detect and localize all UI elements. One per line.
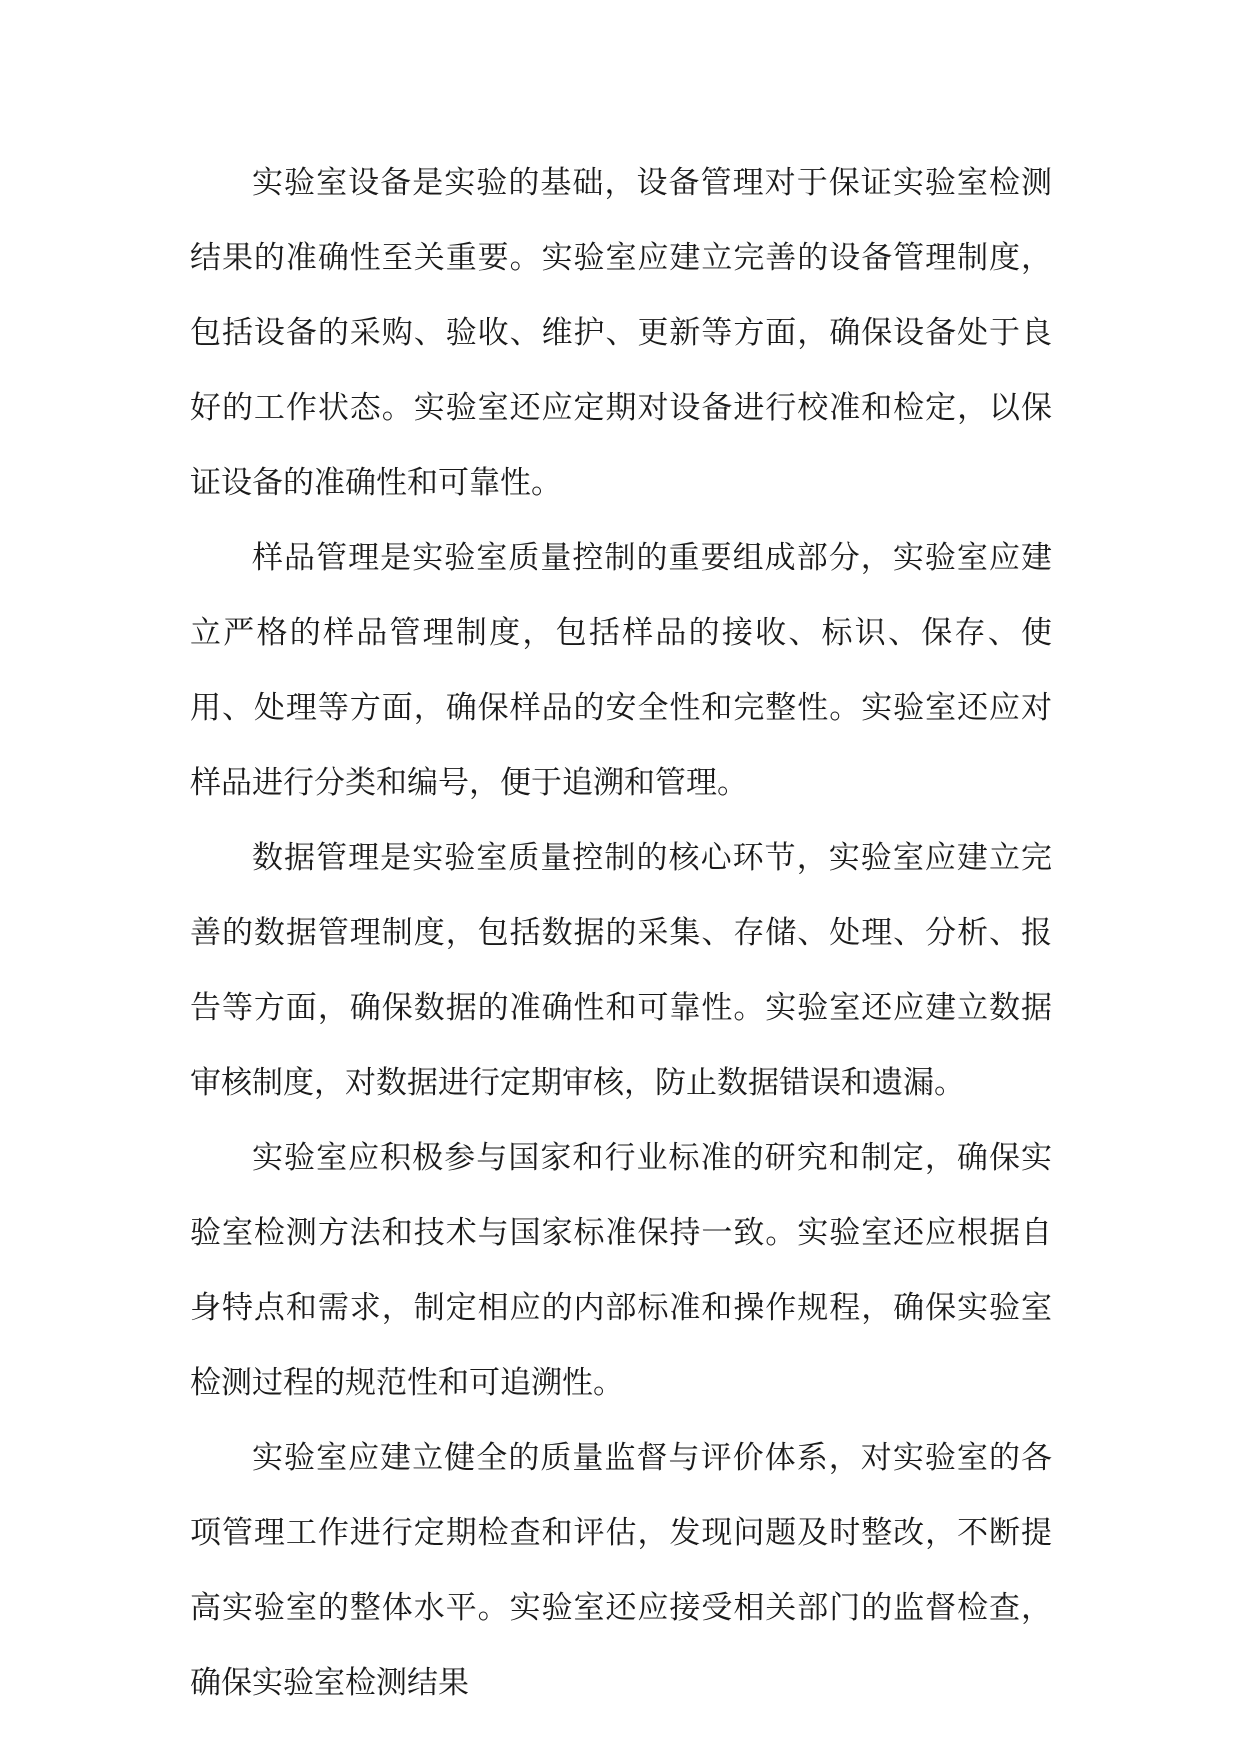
document-body [190,146,1052,1721]
paragraph-standards: 实验室应积极参与国家和行业标准的研究和制定，确保实验室检测方法和技术与国家标准保持一致。实验室还应根据自身特点和需求，制定相应的内部标准和操作规程，确保实验室检测过程的规范性和可追溯性。 [190,1140,1052,1401]
paragraph-equipment-management: 实验室设备是实验的基础，设备管理对于保证实验室检测结果的准确性至关重要。实验室应建立完善的设备管理制度，包括设备的采购、验收、维护、更新等方面，确保设备处于良好的工作状态。实验室还应定期对设备进行校准和检定，以保证设备的准确性和可靠性。 [190,165,1052,501]
paragraph-sample-management: 样品管理是实验室质量控制的重要组成部分，实验室应建立严格的样品管理制度，包括样品的接收、标识、保存、使用、处理等方面，确保样品的安全性和完整性。实验室还应对样品进行分类和编号，便于追溯和管理。 [190,540,1052,801]
paragraph-quality-supervision: 实验室应建立健全的质量监督与评价体系，对实验室的各项管理工作进行定期检查和评估，发现问题及时整改，不断提高实验室的整体水平。实验室还应接受相关部门的监督检查，确保实验室检测结果 [190,1440,1052,1701]
paragraph-data-management: 数据管理是实验室质量控制的核心环节，实验室应建立完善的数据管理制度，包括数据的采集、存储、处理、分析、报告等方面，确保数据的准确性和可靠性。实验室还应建立数据审核制度，对数据进行定期审核，防止数据错误和遗漏。 [190,840,1052,1101]
